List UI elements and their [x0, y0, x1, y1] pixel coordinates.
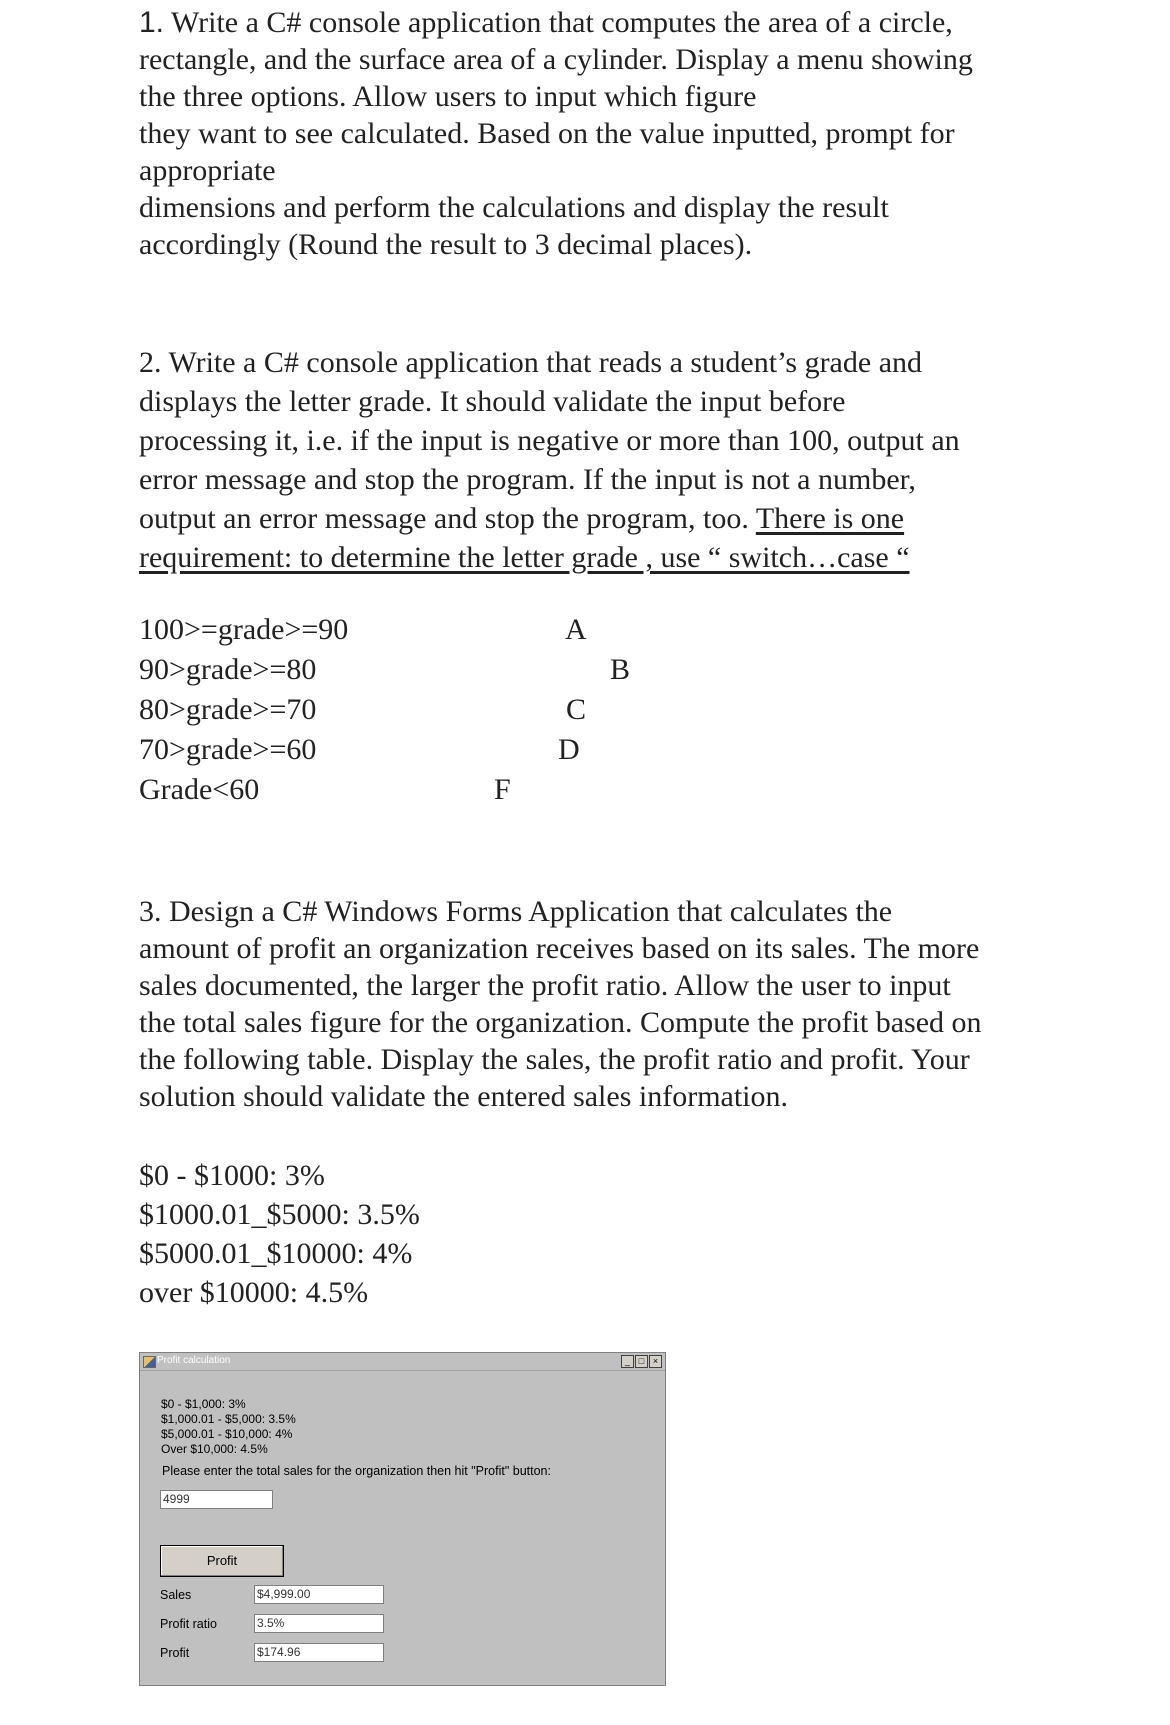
- sales-input[interactable]: 4999: [160, 1490, 273, 1509]
- sales-prompt: Please enter the total sales for the organization then hit "Profit" button:: [162, 1464, 551, 1478]
- form-tier: $5,000.01 - $10,000: 4%: [161, 1427, 293, 1441]
- profit-tier: $5000.01_$10000: 4%: [139, 1237, 413, 1270]
- q3-line-5: the following table. Display the sales, the profit ratio and profit. Your: [139, 1043, 970, 1076]
- app-icon: [143, 1356, 156, 1368]
- q2-line-2: displays the letter grade. It should validate the input before: [139, 385, 846, 418]
- grade-condition: Grade<60: [139, 773, 260, 806]
- form-body: [140, 1371, 665, 1685]
- q2-line-4: error message and stop the program. If the input is not a number,: [139, 463, 916, 496]
- profit-ratio-label: Profit ratio: [160, 1617, 217, 1631]
- close-button[interactable]: ×: [649, 1355, 662, 1368]
- grade-letter: A: [565, 613, 587, 646]
- grade-row-a: [139, 613, 739, 653]
- profit-tier: $0 - $1000: 3%: [139, 1159, 325, 1192]
- grade-letter: B: [610, 653, 631, 686]
- question-2: [139, 343, 1139, 577]
- q2-requirement-underlined-1: There is one: [755, 502, 905, 535]
- grade-table: [139, 613, 739, 813]
- grade-letter: D: [558, 733, 580, 766]
- grade-letter: C: [566, 693, 587, 726]
- q1-line-4: they want to see calculated. Based on the value inputted, prompt for: [139, 117, 955, 150]
- q3-line-4: the total sales figure for the organization. Compute the profit based on: [139, 1006, 982, 1039]
- grade-row-d: [139, 733, 739, 773]
- sales-label: Sales: [160, 1588, 192, 1602]
- grade-condition: 80>grade>=70: [139, 693, 317, 726]
- q2-line-5-plain: output an error message and stop the program, too.: [139, 502, 756, 535]
- q3-line-3: sales documented, the larger the profit ratio. Allow the user to input: [139, 969, 951, 1002]
- grade-letter: F: [494, 773, 511, 806]
- q1-line-5: appropriate: [139, 154, 276, 187]
- q1-line-7: accordingly (Round the result to 3 decimal places).: [139, 228, 753, 261]
- window-titlebar[interactable]: [140, 1353, 665, 1371]
- q3-line-2: amount of profit an organization receives based on its sales. The more: [139, 932, 980, 965]
- profit-tier: over $10000: 4.5%: [139, 1276, 369, 1309]
- form-tier: Over $10,000: 4.5%: [161, 1442, 268, 1456]
- question-1: [139, 4, 1139, 263]
- grade-row-c: [139, 693, 739, 733]
- profit-button[interactable]: Profit: [160, 1545, 284, 1577]
- minimize-button[interactable]: _: [621, 1355, 634, 1368]
- q3-line-1: 3. Design a C# Windows Forms Application that calculates the: [139, 895, 893, 928]
- profit-label: Profit: [160, 1646, 190, 1660]
- q2-line-3: processing it, i.e. if the input is negative or more than 100, output an: [139, 424, 960, 457]
- grade-row-b: [139, 653, 739, 693]
- form-tier-list: [161, 1397, 296, 1457]
- profit-output[interactable]: $174.96: [254, 1643, 384, 1662]
- profit-ratio-output[interactable]: 3.5%: [254, 1614, 384, 1633]
- q2-line-5: [139, 499, 1139, 538]
- q2-requirement-underlined-2: requirement: to determine the letter grade , use “ switch…case “: [139, 541, 910, 574]
- profit-calculation-window: [139, 1352, 666, 1686]
- window-controls: [621, 1355, 662, 1368]
- grade-condition: 70>grade>=60: [139, 733, 317, 766]
- sales-output[interactable]: $4,999.00: [254, 1585, 384, 1604]
- profit-tier: $1000.01_$5000: 3.5%: [139, 1198, 420, 1231]
- window-title: Profit calculation: [157, 1355, 231, 1366]
- grade-row-f: [139, 773, 739, 813]
- q1-line-1-text: Write a C# console application that computes the area of a circle,: [171, 6, 953, 39]
- q1-line-2: rectangle, and the surface area of a cylinder. Display a menu showing: [139, 43, 973, 76]
- q3-line-6: solution should validate the entered sales information.: [139, 1080, 789, 1113]
- q1-line-3: the three options. Allow users to input which figure: [139, 80, 757, 113]
- form-tier: $1,000.01 - $5,000: 3.5%: [161, 1412, 296, 1426]
- grade-condition: 100>=grade>=90: [139, 613, 349, 646]
- form-tier: $0 - $1,000: 3%: [161, 1397, 246, 1411]
- profit-tier-list: [139, 1156, 420, 1312]
- q1-line-6: dimensions and perform the calculations and display the result: [139, 191, 889, 224]
- q1-number: 1.: [139, 6, 165, 39]
- q1-line-1: [139, 4, 1139, 41]
- grade-condition: 90>grade>=80: [139, 653, 317, 686]
- question-3: [139, 893, 1139, 1115]
- maximize-button[interactable]: □: [635, 1355, 648, 1368]
- q2-line-1: 2. Write a C# console application that reads a student’s grade and: [139, 346, 923, 379]
